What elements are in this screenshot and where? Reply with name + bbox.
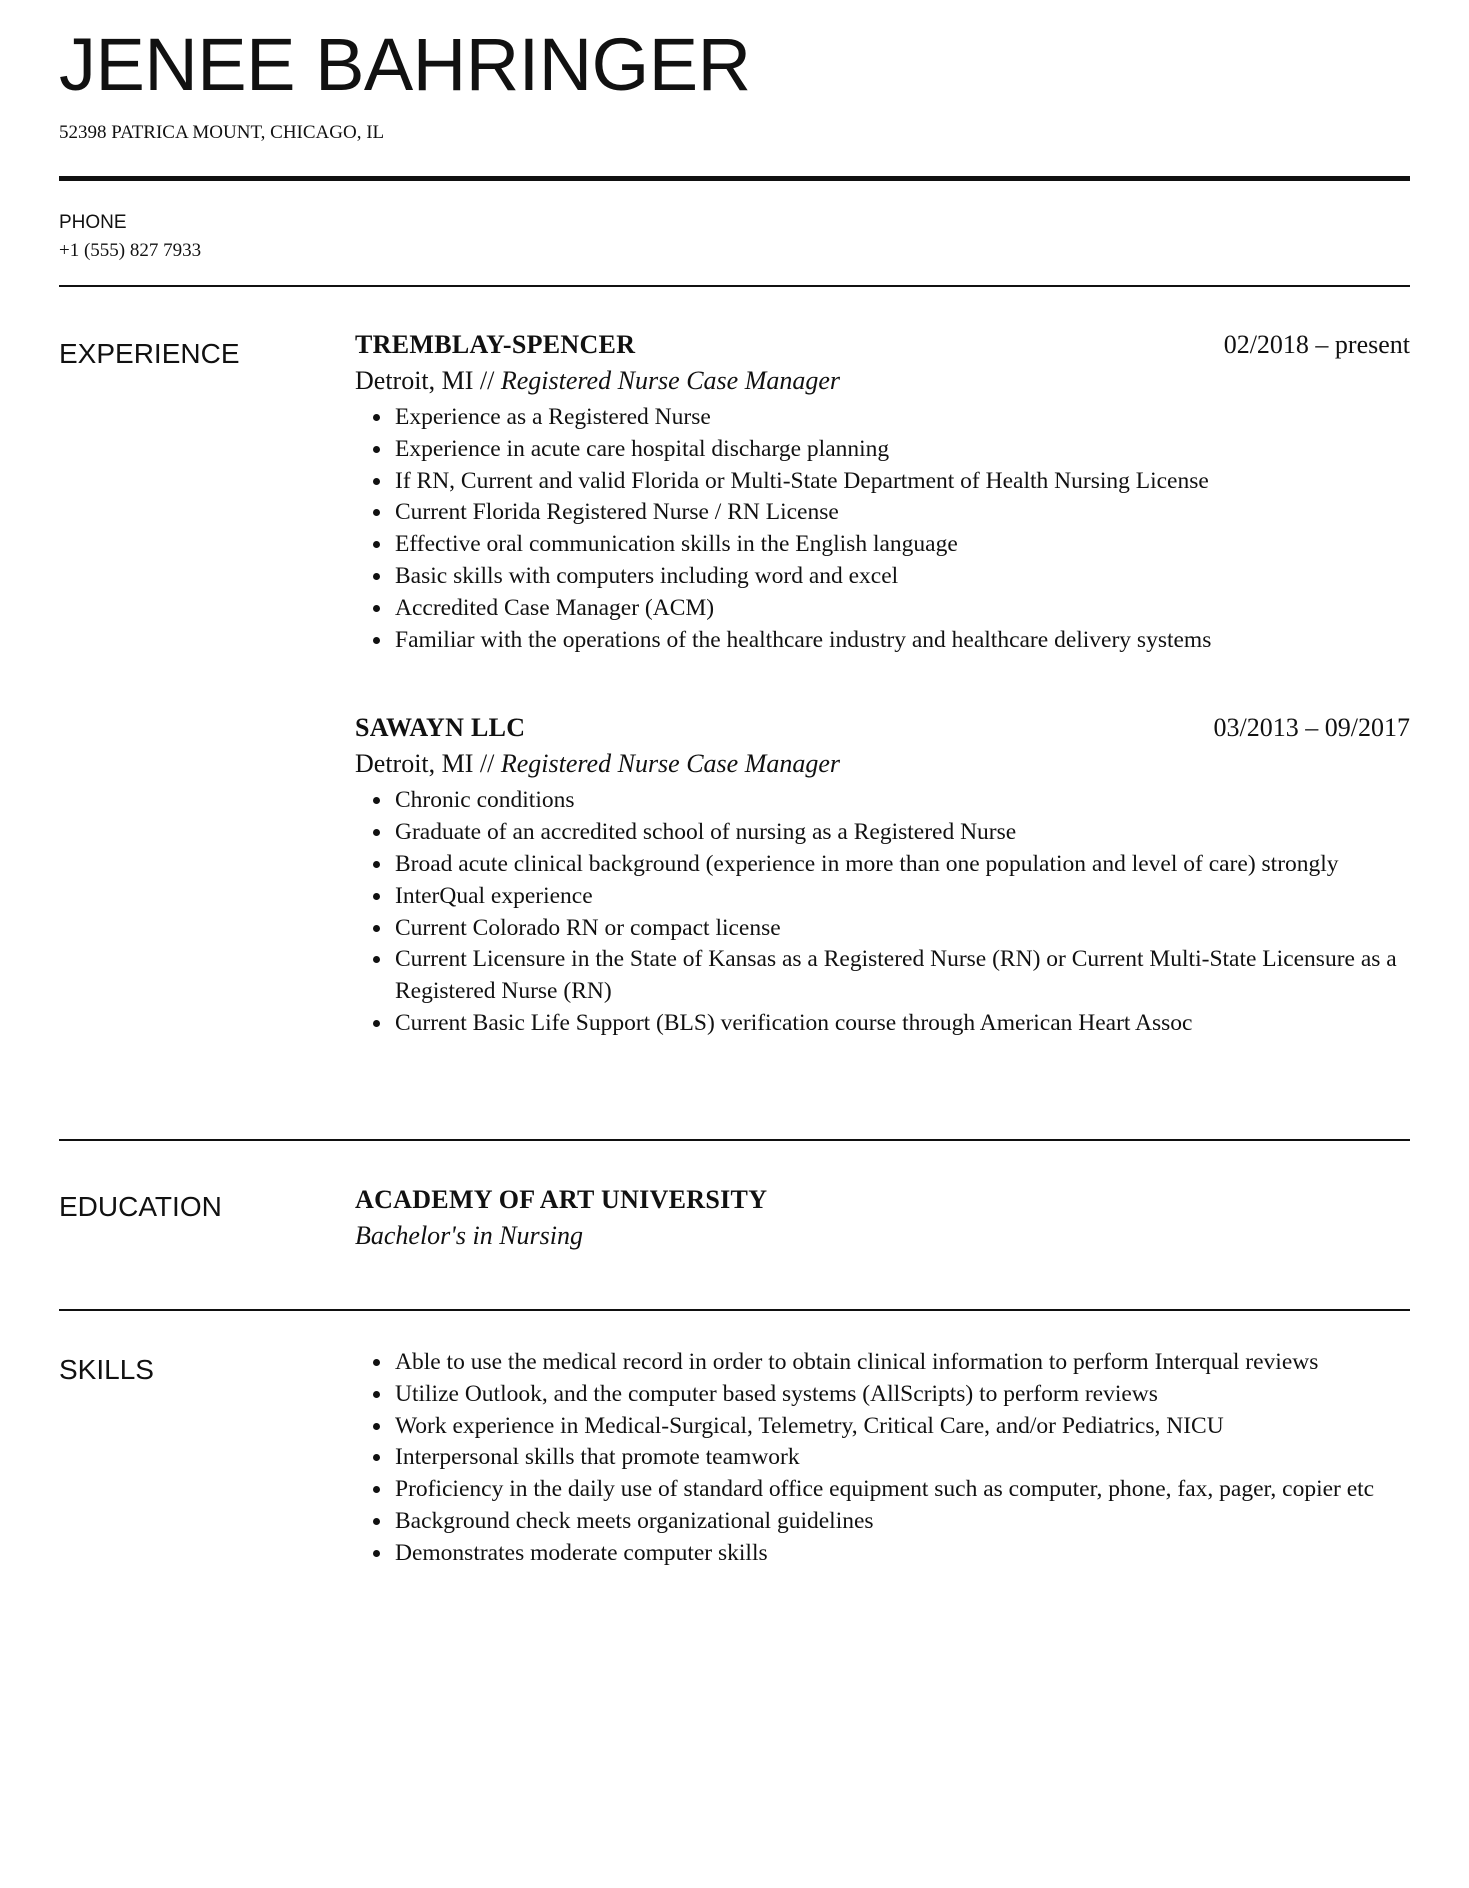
candidate-address: 52398 PATRICA MOUNT, CHICAGO, IL xyxy=(59,122,385,143)
education-section xyxy=(59,1141,1410,1309)
list-item: • Experience in acute care hospital discharge planning xyxy=(393,434,1410,466)
list-item: • Basic skills with computers including word and excel xyxy=(393,561,1410,593)
phone-number: +1 (555) 827 7933 xyxy=(59,240,202,261)
job-role: Registered Nurse Case Manager xyxy=(500,749,841,779)
job-location: Detroit, MI // xyxy=(355,366,501,395)
skills-list xyxy=(355,1347,1410,1570)
experience-body xyxy=(355,330,1410,1139)
degree: Bachelor's in Nursing xyxy=(355,1221,584,1250)
list-item: • Proficiency in the daily use of standard office equipment such as computer, phone, fax, pager, copier etc xyxy=(393,1474,1410,1506)
job-dates: 03/2013 – 09/2017 xyxy=(1213,713,1410,743)
job-bullets xyxy=(355,402,1410,656)
job-role: Registered Nurse Case Manager xyxy=(500,366,841,395)
job-subline xyxy=(355,749,1410,779)
list-item: • Work experience in Medical-Surgical, Telemetry, Critical Care, and/or Pediatrics, NICU xyxy=(393,1411,1410,1443)
contact-block xyxy=(59,181,1410,285)
list-item: • Demonstrates moderate computer skills xyxy=(393,1538,1410,1570)
list-item: • Able to use the medical record in order to obtain clinical information to perform Interqual reviews xyxy=(393,1347,1410,1379)
experience-section xyxy=(59,287,1410,1139)
list-item: • Current Licensure in the State of Kansas as a Registered Nurse (RN) or Current Multi-State Licensure as a Registered Nurse (RN) xyxy=(393,944,1410,1008)
list-item: • Current Florida Registered Nurse / RN License xyxy=(393,497,1410,529)
list-item: • Effective oral communication skills in the English language xyxy=(393,529,1410,561)
list-item: • Familiar with the operations of the healthcare industry and healthcare delivery systems xyxy=(393,625,1410,657)
skills-section xyxy=(59,1311,1410,1570)
list-item: • Accredited Case Manager (ACM) xyxy=(393,593,1410,625)
skills-body xyxy=(355,1347,1410,1570)
list-item: • Broad acute clinical background (experience in more than one population and level of care) strongly xyxy=(393,849,1410,881)
job-entry xyxy=(355,713,1410,1039)
list-item: • InterQual experience xyxy=(393,881,1410,913)
education-body xyxy=(355,1185,1410,1309)
phone-label: PHONE xyxy=(59,212,127,233)
school-name: ACADEMY OF ART UNIVERSITY xyxy=(355,1185,768,1214)
skills-title: SKILLS xyxy=(59,1354,154,1385)
job-dates: 02/2018 – present xyxy=(1223,330,1410,359)
job-header xyxy=(355,713,1410,743)
list-item: • Graduate of an accredited school of nursing as a Registered Nurse xyxy=(393,817,1410,849)
resume-page xyxy=(59,0,1410,1570)
list-item: • Chronic conditions xyxy=(393,785,1410,817)
job-location: Detroit, MI // xyxy=(355,749,501,779)
job-bullets xyxy=(355,785,1410,1039)
school-header xyxy=(355,1185,1410,1215)
list-item: • Current Basic Life Support (BLS) verification course through American Heart Assoc xyxy=(393,1008,1410,1040)
list-item: • Interpersonal skills that promote teamwork xyxy=(393,1442,1410,1474)
list-item: • Current Colorado RN or compact license xyxy=(393,913,1410,945)
company-name: TREMBLAY-SPENCER xyxy=(355,330,636,359)
list-item: • Background check meets organizational guidelines xyxy=(393,1506,1410,1538)
job-header xyxy=(355,330,1410,360)
experience-title: EXPERIENCE xyxy=(59,338,240,369)
list-item: • If RN, Current and valid Florida or Multi-State Department of Health Nursing License xyxy=(393,466,1410,498)
list-item: • Experience as a Registered Nurse xyxy=(393,402,1410,434)
candidate-name: JENEE BAHRINGER xyxy=(59,23,751,106)
company-name: SAWAYN LLC xyxy=(355,713,526,743)
job-entry xyxy=(355,330,1410,656)
education-title: EDUCATION xyxy=(59,1191,222,1222)
job-subline xyxy=(355,366,1410,396)
list-item: • Utilize Outlook, and the computer based systems (AllScripts) to perform reviews xyxy=(393,1379,1410,1411)
